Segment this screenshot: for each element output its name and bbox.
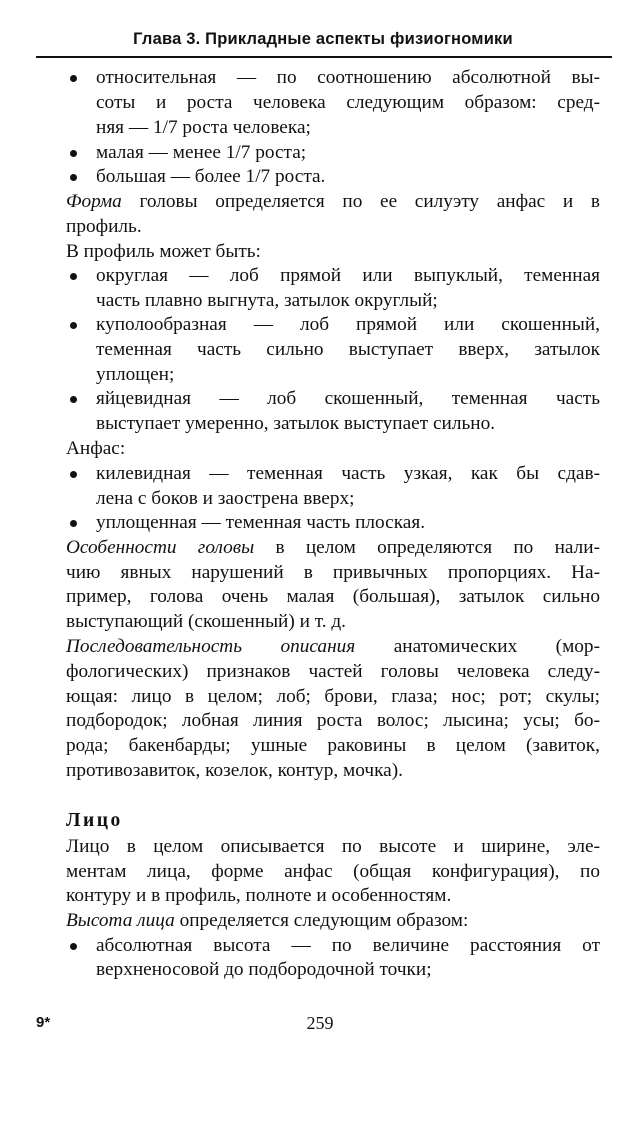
text-line: относительная — по соотношению абсолютной вы- xyxy=(96,67,600,88)
text-line: верхненосовой до подбородочной точки; xyxy=(96,959,432,980)
bullet-icon xyxy=(70,396,77,403)
running-header: Глава 3. Прикладные аспекты физиогномики xyxy=(133,30,513,48)
paragraph-line: чию явных нарушений в привычных пропорциях. На- xyxy=(66,562,600,583)
bullet-icon xyxy=(70,520,77,527)
bullet-icon xyxy=(70,322,77,329)
paragraph-line: противозавиток, козелок, контур, мочка). xyxy=(66,760,403,781)
text-line: куполообразная — лоб прямой или скошенный, xyxy=(96,314,600,335)
page-number: 259 xyxy=(306,1013,334,1033)
paragraph-line: Лицо в целом описывается по высоте и ширине, эле- xyxy=(66,836,600,857)
bullet-icon xyxy=(70,273,77,280)
text-line: выступает умеренно, затылок выступает сильно. xyxy=(96,413,496,434)
paragraph-line: подбородок; лобная линия роста волос; лысина; усы; бо- xyxy=(66,710,600,731)
paragraph-line: Форма головы определяется по ее силуэту анфас и в xyxy=(66,191,600,212)
signature-mark: 9* xyxy=(36,1014,51,1031)
paragraph-line: ментам лица, форме анфас (общая конфигурация), по xyxy=(66,861,600,882)
paragraph-line: Последовательность описания анатомических (мор- xyxy=(66,636,600,657)
text-line: килевидная — теменная часть узкая, как бы сдав- xyxy=(96,463,600,484)
text-line: часть плавно выгнута, затылок округлый; xyxy=(96,290,438,311)
text-line: няя — 1/7 роста человека; xyxy=(96,117,311,138)
text-line: яйцевидная — лоб скошенный, теменная часть xyxy=(96,388,600,409)
italic-term: Высота лица xyxy=(66,910,175,931)
text-line: малая — менее 1/7 роста; xyxy=(96,142,307,163)
paragraph-line: фологических) признаков частей головы человека следу- xyxy=(66,661,600,682)
paragraph-line: Анфас: xyxy=(66,438,126,459)
bullet-icon xyxy=(70,471,77,478)
text-line: лена с боков и заострена вверх; xyxy=(96,488,355,509)
paragraph-line: Высота лица определяется следующим образом: xyxy=(66,910,469,931)
italic-term: Форма xyxy=(66,191,122,212)
bullet-icon xyxy=(70,150,77,157)
paragraph-line: Особенности головы в целом определяются по нали- xyxy=(66,537,600,558)
text-line: уплощенная — теменная часть плоская. xyxy=(96,512,426,533)
header-rule xyxy=(36,56,612,58)
paragraph-line: рода; бакенбарды; ушные раковины в целом (завиток, xyxy=(66,735,600,756)
text-line: теменная часть сильно выступает вверх, затылок xyxy=(96,339,600,360)
paragraph-line: выступающий (скошенный) и т. д. xyxy=(66,611,346,632)
text-line: большая — более 1/7 роста. xyxy=(96,166,326,187)
section-heading: Лицо xyxy=(66,810,123,831)
paragraph-line: профиль. xyxy=(66,216,142,237)
bullet-icon xyxy=(70,174,77,181)
text-line: абсолютная высота — по величине расстояния от xyxy=(96,935,600,956)
text-line: округлая — лоб прямой или выпуклый, теменная xyxy=(96,265,600,286)
paragraph-line: В профиль может быть: xyxy=(66,241,261,262)
italic-term: Особенности головы xyxy=(66,537,255,558)
paragraph-line: ющая: лицо в целом; лоб; брови, глаза; нос; рот; скулы; xyxy=(66,686,600,707)
bullet-icon xyxy=(70,943,77,950)
text-line: уплощен; xyxy=(96,364,175,385)
text-line: соты и роста человека следующим образом: сред- xyxy=(96,92,600,113)
italic-term: Последовательность описания xyxy=(66,636,356,657)
bullet-icon xyxy=(70,75,77,82)
paragraph-line: пример, голова очень малая (большая), затылок сильно xyxy=(66,586,600,607)
paragraph-line: контуру и в профиль, полноте и особенностям. xyxy=(66,885,452,906)
